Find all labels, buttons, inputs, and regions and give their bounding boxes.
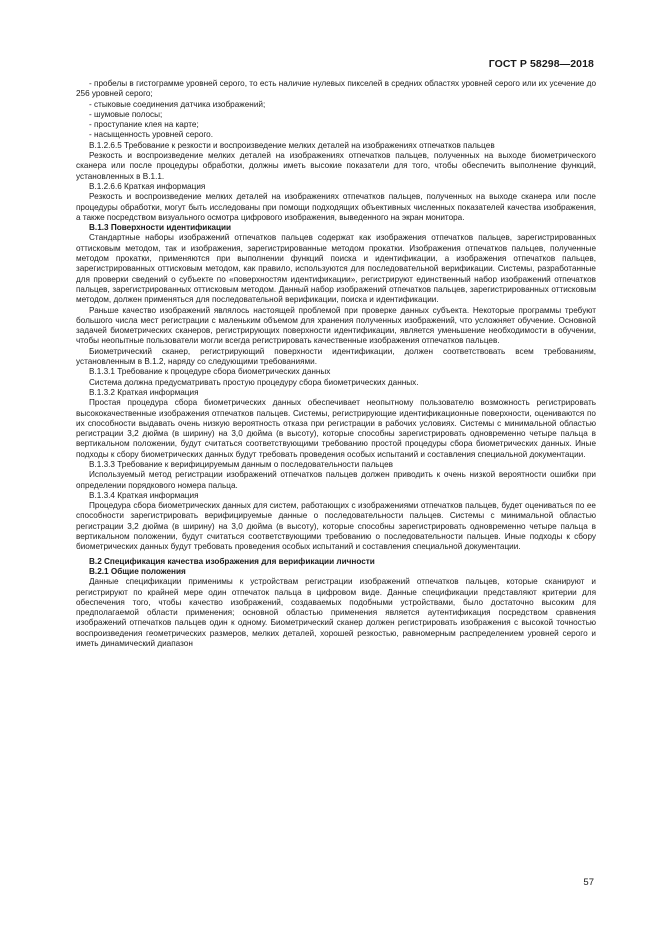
list-item: - проступание клея на карте; — [89, 120, 199, 130]
subsection-heading: В.1.3.4 Краткая информация — [89, 490, 199, 500]
paragraph: Система должна предусматривать простую процедуру сбора биометрических данных. — [89, 377, 419, 387]
list-item: - стыковые соединения датчика изображений; — [89, 99, 266, 109]
list-item: - насыщенность уровней серого. — [89, 130, 214, 140]
paragraph: Данные спецификации применимы к устройствам регистрации изображений отпечатков пальцев, которые сканируют и регистрируют по крайней мере один отпечаток пальца в цифровом виде. Данные спецификации представляют критерии для обеспечения того, чтобы качество изображений, создаваемых подобными устройствами, было достаточно высоким для предполагаемой области применения; основной областью применения является аутентификация посредством сравнения изображений отпечатков пальцев один к одному. Биометрический сканер должен регистрировать изображения с высокой точностью воспроизведения геометрических размеров, мелких деталей, хорошей резкостью, равномерным распределением уровней серого и иметь динамический диапазон — [76, 577, 596, 649]
paragraph: Резкость и воспроизведение мелких деталей на изображениях отпечатков пальцев, полученных на выходе сканера или после процедуры обработки, могут быть исследованы при помощи подходящих объективных численных показателей качества изображения, а также посредством визуального осмотра цифрового изображения, выведенного на экран монитора. — [76, 192, 596, 222]
section-heading: В.2.1 Общие положения — [89, 566, 186, 576]
paragraph: Биометрический сканер, регистрирующий поверхности идентификации, должен соответствовать всем требованиям, установленным в В.1.2, наряду со следующими требованиями. — [76, 346, 596, 367]
section-heading: В.1.3 Поверхности идентификации — [89, 223, 232, 233]
section-heading: В.2 Спецификация качества изображения для верификации личности — [89, 556, 375, 566]
paragraph: Раньше качество изображений являлось настоящей проблемой при проверке данных субъекта. Некоторые программы требуют большого числа мест регистрации с маленьким объемом для хранения полученных изображений, что усложняет обучение. Основной задачей биометрических сканеров, регистрирующих поверхности идентификации, является уменьшение необходимости в обучении, чтобы неопытные пользователи могли всегда регистрировать качественные изображения отпечатков пальцев. — [76, 305, 596, 346]
list-item: - пробелы в гистограмме уровней серого, то есть наличие нулевых пикселей в средних областях уровней серого или их усечение до 256 уровней серого; — [76, 79, 596, 99]
paragraph: Стандартные наборы изображений отпечатков пальцев содержат как изображения отпечатков пальцев, зарегистрированных оттисковым методом, так и изображения, зарегистрированные методом прокатки. Изображения отпечатков пальцев, полученные методом прокатки, применяются при выполнении функций поиска и идентификации, а изображения отпечатков пальцев, зарегистрированных оттисковым методом, как правило, используются для последовательной верификации. Системы, разработанные для проверки сведений о субъекте по «поверхностям идентификации», регистрируют единственный набор изображений отпечатков пальцев, зарегистрированных оттисковым методом. Данный набор изображений отпечатков пальцев, зарегистрированных оттисковым методом, должен применяться для последовательной верификации, поиска и идентификации. — [76, 233, 596, 305]
paragraph: Процедура сбора биометрических данных для систем, работающих с изображениями отпечатков пальцев, будет оцениваться по ее способности зарегистрировать верифицируемые данные о последовательности пальцев. Системы с минимальной областью регистрации 3,2 дюйма (в ширину) на 3,0 дюйма (в высоту), которые способны зарегистрировать одновременно четыре пальца в вертикальном положении, будут считаться соответствующими требованию о последовательности пальцев. Иные подходы к сбору биометрических данных будут требовать проведения особых испытаний и составления специальной документации. — [76, 501, 596, 552]
subsection-heading: В.1.2.6.5 Требование к резкости и воспроизведение мелких деталей на изображениях отпечатков пальцев — [89, 140, 495, 150]
paragraph: Резкость и воспроизведение мелких деталей на изображениях отпечатков пальцев, полученных на выходе биометрического сканера или после процедуры обработки, должны иметь высокие показатели для того, чтобы обеспечить выполнение функций, установленных в В.1.1. — [76, 151, 596, 181]
subsection-heading: В.1.3.3 Требование к верифицируемым данным о последовательности пальцев — [89, 459, 394, 469]
document-body — [76, 79, 596, 649]
subsection-heading: В.1.2.6.6 Краткая информация — [89, 181, 206, 191]
subsection-heading: В.1.3.1 Требование к процедуре сбора биометрических данных — [89, 367, 331, 377]
paragraph: Простая процедура сбора биометрических данных обеспечивает неопытному пользователю возможность регистрировать высококачественные изображения отпечатков пальцев. Системы, регистрирующие идентификационные поверхности, оцениваются по их способности выдавать очень низкую вероятность отказа при регистрации в рабочих условиях. Системы с минимальной областью регистрации 3,2 дюйма (в ширину) на 3,0 дюйма (в высоту), которые способны зарегистрировать одновременно четыре пальца в вертикальном положении, будут считаться соответствующими требованию простой процедуры сбора биометрических данных. Иные подходы к сбору биометрических данных будут требовать проведения особых испытаний и составления специальной документации. — [76, 398, 596, 459]
subsection-heading: В.1.3.2 Краткая информация — [89, 387, 199, 397]
document-header: ГОСТ Р 58298—2018 — [488, 58, 594, 70]
page-number: 57 — [583, 877, 594, 888]
paragraph: Используемый метод регистрации изображений отпечатков пальцев должен приводить к очень низкой вероятности ошибки при определении порядкового номера пальца. — [76, 470, 596, 490]
list-item: - шумовые полосы; — [89, 109, 163, 119]
